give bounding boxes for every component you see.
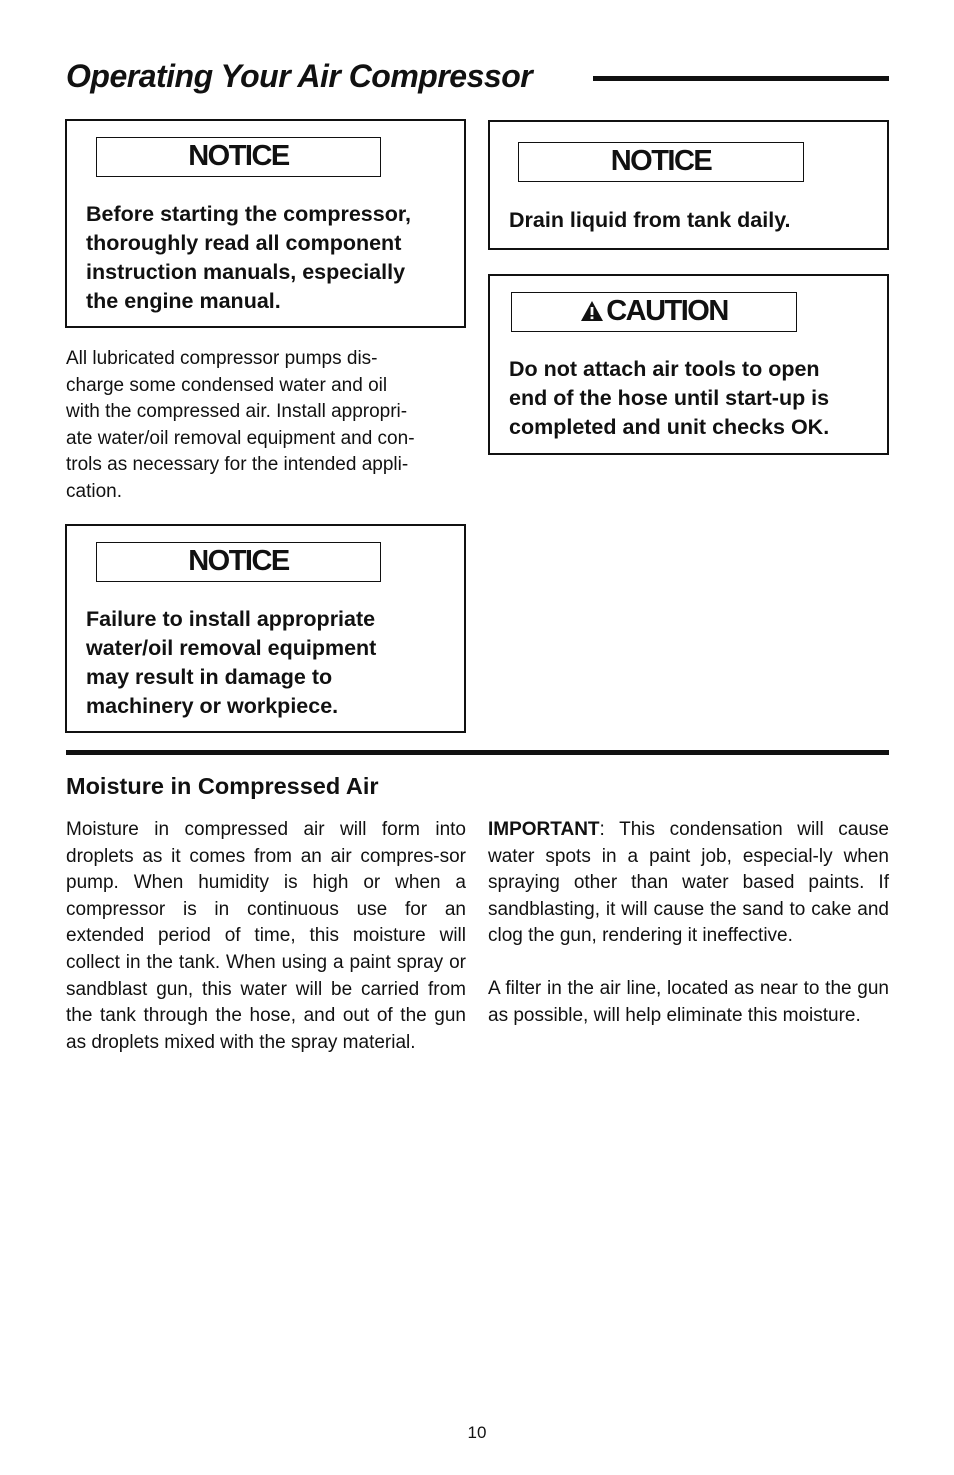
paragraph-line: ate water/oil removal equipment and con- <box>66 427 415 449</box>
section-rule <box>66 750 889 755</box>
notice-text-line: thoroughly read all component <box>86 231 402 255</box>
caution-text-line: completed and unit checks OK. <box>509 415 830 439</box>
notice-text <box>86 200 411 316</box>
important-label: IMPORTANT <box>488 819 600 840</box>
caution-text <box>509 355 829 442</box>
notice-text: Drain liquid from tank daily. <box>509 208 791 232</box>
notice-text-line: Before starting the compressor, <box>86 202 411 226</box>
notice-text-line: machinery or workpiece. <box>86 694 339 718</box>
notice-text-line: Failure to install appropriate <box>86 607 376 631</box>
notice-box-drain <box>488 120 889 250</box>
notice-text-line: water/oil removal equipment <box>86 636 377 660</box>
filter-paragraph: A filter in the air line, located as near to the gun as possible, will help eliminate this moisture. <box>488 978 889 1026</box>
caution-text-line: Do not attach air tools to open <box>509 357 820 381</box>
caution-label-text: CAUTION <box>606 295 728 327</box>
notice-box-read-manuals <box>65 119 466 328</box>
notice-text-line: may result in damage to <box>86 665 333 689</box>
title-rule <box>593 76 889 81</box>
caution-box-air-tools <box>488 274 889 455</box>
important-paragraph <box>488 817 889 950</box>
caution-label <box>511 292 797 332</box>
paragraph-line: charge some condensed water and oil <box>66 374 388 396</box>
notice-label: NOTICE <box>96 542 381 582</box>
notice-box-removal-equipment <box>65 524 466 733</box>
paragraph-line: trols as necessary for the intended appli- <box>66 454 409 476</box>
notice-text-line: instruction manuals, especially <box>86 260 406 284</box>
page-number: 10 <box>467 1423 487 1442</box>
notice-label: NOTICE <box>518 142 804 182</box>
notice-label: NOTICE <box>96 137 381 177</box>
lubricated-pumps-paragraph <box>66 346 415 506</box>
warning-triangle-icon <box>580 295 604 331</box>
moisture-paragraph: Moisture in compressed air will form into droplets as it comes from an air compres-sor pump. When humidity is high or when a compressor is in continuous use for an extended period of time, this moisture will collect in the tank. When using a paint spray or sandblast gun, this water will be carried from the tank through the hose, and out of the gun as droplets mixed with the spray material. <box>66 819 466 1053</box>
paragraph-line: cation. <box>66 480 122 502</box>
paragraph-line: with the compressed air. Install appropri- <box>66 401 408 423</box>
paragraph-line: All lubricated compressor pumps dis- <box>66 348 378 369</box>
important-text: : This condensation will cause water spots in a paint job, especial-ly when spraying other than water based paints. If sandblasting, it will cause the sand to cake and clog the gun, rendering it ineffective. <box>488 819 889 947</box>
notice-text <box>86 605 376 721</box>
section-heading: Moisture in Compressed Air <box>66 773 379 799</box>
page-title: Operating Your Air Compressor <box>66 58 533 94</box>
caution-text-line: end of the hose until start-up is <box>509 386 830 410</box>
notice-text-line: the engine manual. <box>86 289 281 313</box>
